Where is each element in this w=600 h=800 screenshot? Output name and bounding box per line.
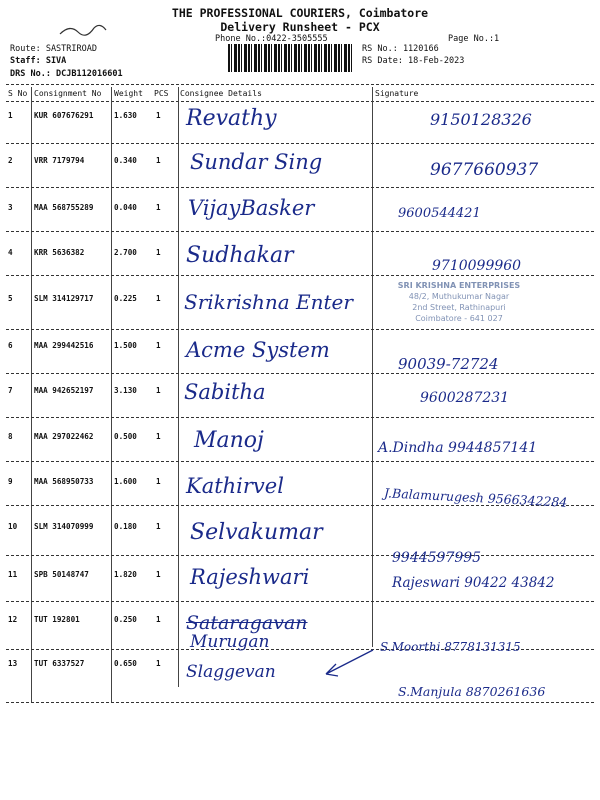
row-consignment-no: MAA 942652197 bbox=[34, 386, 94, 395]
row-consignee: Rajeshwari bbox=[190, 565, 310, 589]
row-pcs: 1 bbox=[156, 432, 161, 441]
row-weight: 1.600 bbox=[114, 477, 137, 486]
row-consignment-no: MAA 568950733 bbox=[34, 477, 94, 486]
phone-number: Phone No.:0422-3505555 bbox=[215, 34, 328, 44]
row-consignee: Murugan bbox=[190, 632, 270, 652]
col-divider bbox=[31, 87, 32, 702]
row-separator bbox=[6, 417, 594, 418]
row-separator bbox=[6, 373, 594, 374]
row-sno: 9 bbox=[8, 477, 13, 486]
row-weight: 0.250 bbox=[114, 615, 137, 624]
row-sno: 10 bbox=[8, 522, 18, 531]
stamp-line: 2nd Street, Rathinapuri bbox=[412, 303, 506, 312]
row-consignee: VijayBasker bbox=[188, 196, 315, 220]
arrow-annotation bbox=[318, 644, 378, 684]
row-pcs: 1 bbox=[156, 386, 161, 395]
row-pcs: 1 bbox=[156, 477, 161, 486]
row-consignment-no: MAA 299442516 bbox=[34, 341, 94, 350]
row-consignment-no: VRR 7179794 bbox=[34, 156, 85, 165]
row-sno: 5 bbox=[8, 294, 13, 303]
row-weight: 2.700 bbox=[114, 248, 137, 257]
row-consignee: Revathy bbox=[186, 106, 277, 131]
row-sno: 1 bbox=[8, 111, 13, 120]
row-signature: Rajeswari 90422 43842 bbox=[392, 575, 555, 591]
row-consignee: Kathirvel bbox=[186, 474, 284, 498]
row-signature: 9677660937 bbox=[430, 160, 539, 180]
row-separator bbox=[6, 143, 594, 144]
row-sno: 8 bbox=[8, 432, 13, 441]
row-weight: 0.225 bbox=[114, 294, 137, 303]
row-consignment-no: SLM 314129717 bbox=[34, 294, 94, 303]
page-number: Page No.:1 bbox=[448, 34, 500, 44]
company-stamp bbox=[370, 280, 548, 328]
row-pcs: 1 bbox=[156, 522, 161, 531]
row-pcs: 1 bbox=[156, 248, 161, 257]
col-weight: Weight bbox=[114, 89, 143, 98]
row-separator bbox=[6, 702, 594, 703]
row-sno: 6 bbox=[8, 341, 13, 350]
row-signature: 9600287231 bbox=[420, 390, 510, 406]
row-consignment-no: KUR 607676291 bbox=[34, 111, 94, 120]
row-pcs: 1 bbox=[156, 570, 161, 579]
rs-number: RS No.: 1120166 bbox=[362, 44, 439, 54]
row-consignee: Manoj bbox=[194, 428, 264, 453]
row-pcs: 1 bbox=[156, 341, 161, 350]
row-weight: 0.180 bbox=[114, 522, 137, 531]
row-consignment-no: MAA 297022462 bbox=[34, 432, 94, 441]
row-consignee: Srikrishna Enter bbox=[184, 290, 353, 314]
col-pcs: PCS bbox=[154, 89, 169, 98]
row-sno: 11 bbox=[8, 570, 18, 579]
row-sno: 12 bbox=[8, 615, 18, 624]
header-rule-top bbox=[6, 84, 594, 85]
row-consignment-no: KRR 5636382 bbox=[34, 248, 85, 257]
row-sno: 2 bbox=[8, 156, 13, 165]
stamp-line: Coimbatore - 641 027 bbox=[415, 314, 503, 323]
drs-number: DRS No.: DCJB112016601 bbox=[10, 69, 123, 79]
staff: Staff: SIVA bbox=[10, 56, 67, 66]
row-signature: 9944597995 bbox=[392, 550, 482, 566]
row-consignment-no: TUT 6337527 bbox=[34, 659, 85, 668]
row-consignee: Sabitha bbox=[184, 380, 266, 404]
document-title: Delivery Runsheet - PCX bbox=[220, 20, 380, 34]
row-consignee: Acme System bbox=[186, 338, 330, 362]
row-consignee: Selvakumar bbox=[190, 520, 323, 545]
row-weight: 1.630 bbox=[114, 111, 137, 120]
row-weight: 0.040 bbox=[114, 203, 137, 212]
col-consignee: Consignee Details bbox=[180, 89, 262, 98]
stamp-line: SRI KRISHNA ENTERPRISES bbox=[397, 281, 521, 290]
row-signature: S.Manjula 8870261636 bbox=[398, 684, 546, 699]
row-separator bbox=[6, 461, 594, 462]
row-sno: 3 bbox=[8, 203, 13, 212]
barcode bbox=[228, 44, 352, 72]
row-consignee: Sundar Sing bbox=[190, 150, 323, 174]
row-consignee: Sudhakar bbox=[186, 243, 294, 268]
row-pcs: 1 bbox=[156, 615, 161, 624]
col-signature: Signature bbox=[375, 89, 419, 98]
row-consignment-no: MAA 568755289 bbox=[34, 203, 94, 212]
row-separator bbox=[6, 601, 594, 602]
row-signature: 9150128326 bbox=[430, 110, 532, 129]
row-pcs: 1 bbox=[156, 659, 161, 668]
row-separator bbox=[6, 187, 594, 188]
row-pcs: 1 bbox=[156, 156, 161, 165]
row-sno: 4 bbox=[8, 248, 13, 257]
stamp-line: 48/2, Muthukumar Nagar bbox=[408, 292, 510, 301]
row-separator bbox=[6, 329, 594, 330]
row-consignment-no: SPB 50148747 bbox=[34, 570, 89, 579]
row-sno: 13 bbox=[8, 659, 18, 668]
row-sno: 7 bbox=[8, 386, 13, 395]
row-signature: 90039-72724 bbox=[398, 355, 499, 373]
row-pcs: 1 bbox=[156, 294, 161, 303]
row-weight: 1.500 bbox=[114, 341, 137, 350]
row-separator bbox=[6, 275, 594, 276]
col-divider bbox=[111, 87, 112, 702]
rs-date: RS Date: 18-Feb-2023 bbox=[362, 56, 465, 66]
col-divider bbox=[178, 87, 179, 687]
row-weight: 1.820 bbox=[114, 570, 137, 579]
row-weight: 0.500 bbox=[114, 432, 137, 441]
route: Route: SASTRIROAD bbox=[10, 44, 97, 54]
row-weight: 0.650 bbox=[114, 659, 137, 668]
col-divider bbox=[372, 87, 373, 647]
header-rule-bottom bbox=[6, 101, 594, 102]
row-separator bbox=[6, 231, 594, 232]
row-signature: 9710099960 bbox=[432, 258, 522, 274]
row-weight: 3.130 bbox=[114, 386, 137, 395]
row-signature: A.Dindha 9944857141 bbox=[378, 440, 538, 456]
row-consignee-struck: Sataragavan bbox=[186, 612, 308, 634]
row-pcs: 1 bbox=[156, 203, 161, 212]
row-consignment-no: TUT 192801 bbox=[34, 615, 80, 624]
row-consignee: Slaggevan bbox=[186, 662, 276, 682]
row-consignment-no: SLM 314070999 bbox=[34, 522, 94, 531]
row-signature: S.Moorthi 8778131315 bbox=[380, 640, 521, 654]
col-sno: S No bbox=[8, 89, 28, 98]
company-name: THE PROFESSIONAL COURIERS, Coimbatore bbox=[171, 6, 429, 20]
col-consignment: Consignment No bbox=[34, 89, 102, 98]
row-separator bbox=[6, 555, 594, 556]
row-weight: 0.340 bbox=[114, 156, 137, 165]
row-signature: J.Balamurugesh 9566342284 bbox=[383, 485, 568, 510]
row-signature: 9600544421 bbox=[398, 206, 481, 221]
row-pcs: 1 bbox=[156, 111, 161, 120]
